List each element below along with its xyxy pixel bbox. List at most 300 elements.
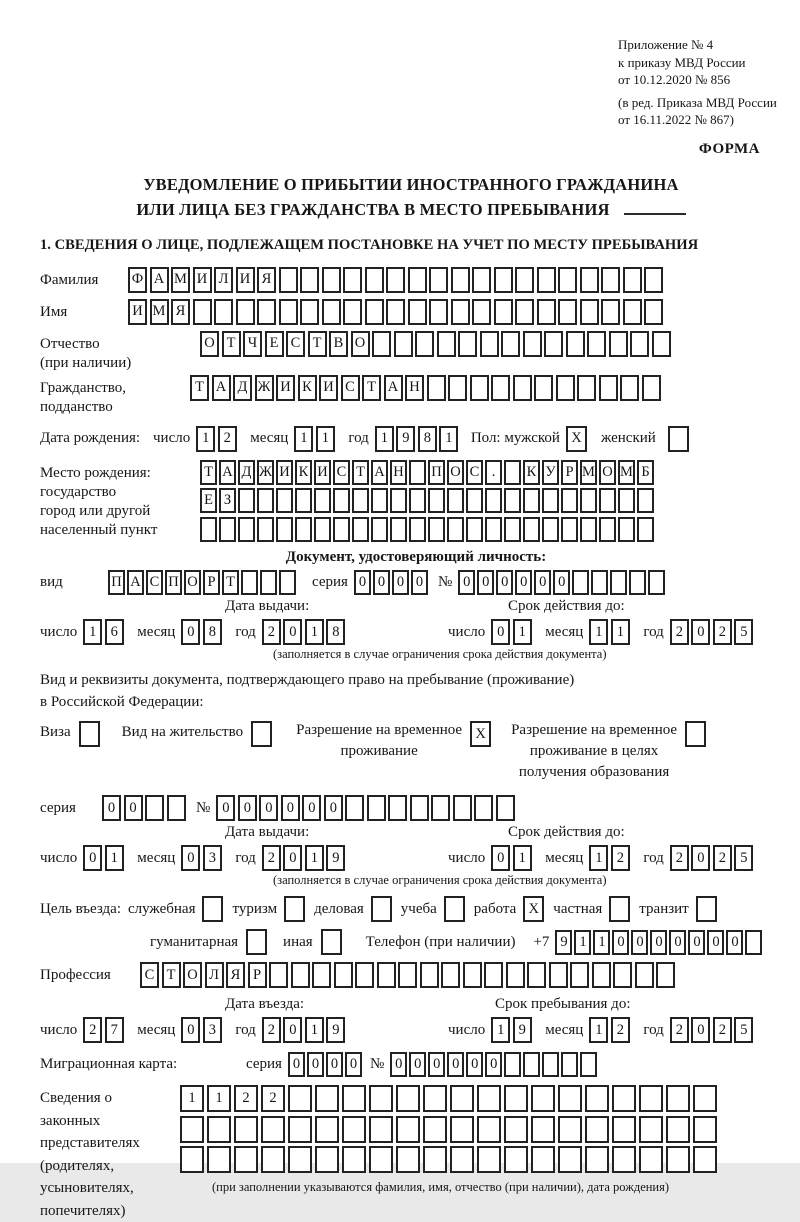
char-cell[interactable]: 8 xyxy=(326,619,345,645)
char-cell[interactable]: 2 xyxy=(262,1017,281,1043)
char-cell[interactable]: 0 xyxy=(691,619,710,645)
char-cell[interactable]: Р xyxy=(203,570,220,595)
char-cell[interactable]: 0 xyxy=(411,570,428,595)
char-cell[interactable] xyxy=(398,962,417,988)
sex-male-checkbox[interactable]: X xyxy=(566,426,587,452)
char-cell[interactable]: 0 xyxy=(553,570,570,595)
char-cell[interactable]: Т xyxy=(362,375,381,401)
residence-permit-checkbox[interactable] xyxy=(251,721,272,747)
char-cell[interactable]: 0 xyxy=(354,570,371,595)
char-cell[interactable]: 9 xyxy=(396,426,415,452)
char-cell[interactable] xyxy=(279,299,298,325)
char-cell[interactable]: 1 xyxy=(294,426,313,452)
char-cell[interactable]: А xyxy=(212,375,231,401)
char-cell[interactable] xyxy=(652,331,671,357)
char-cell[interactable]: Р xyxy=(248,962,267,988)
char-cell[interactable]: Л xyxy=(214,267,233,293)
char-cell[interactable] xyxy=(577,375,596,401)
char-cell[interactable]: П xyxy=(108,570,125,595)
char-cell[interactable] xyxy=(515,267,534,293)
char-cell[interactable]: В xyxy=(329,331,348,357)
char-cell[interactable]: О xyxy=(447,460,464,485)
char-cell[interactable] xyxy=(620,375,639,401)
char-cell[interactable]: 1 xyxy=(305,845,324,871)
char-cell[interactable] xyxy=(472,299,491,325)
char-cell[interactable] xyxy=(388,795,407,821)
char-cell[interactable] xyxy=(291,962,310,988)
char-cell[interactable] xyxy=(542,488,559,513)
char-cell[interactable]: 0 xyxy=(496,570,513,595)
char-cell[interactable]: 0 xyxy=(534,570,551,595)
char-cell[interactable]: 2 xyxy=(218,426,237,452)
char-cell[interactable] xyxy=(257,517,274,542)
char-cell[interactable] xyxy=(269,962,288,988)
char-cell[interactable] xyxy=(580,488,597,513)
char-cell[interactable]: 2 xyxy=(713,845,732,871)
char-cell[interactable] xyxy=(408,299,427,325)
char-cell[interactable]: М xyxy=(171,267,190,293)
char-cell[interactable]: 1 xyxy=(491,1017,510,1043)
char-cell[interactable] xyxy=(745,930,762,955)
char-cell[interactable] xyxy=(288,1146,312,1173)
char-cell[interactable] xyxy=(549,962,568,988)
char-cell[interactable] xyxy=(639,1085,663,1112)
char-cell[interactable] xyxy=(504,460,521,485)
char-cell[interactable] xyxy=(477,1085,501,1112)
char-cell[interactable] xyxy=(279,570,296,595)
char-cell[interactable]: Т xyxy=(190,375,209,401)
char-cell[interactable]: К xyxy=(295,460,312,485)
char-cell[interactable] xyxy=(666,1146,690,1173)
char-cell[interactable] xyxy=(276,517,293,542)
char-cell[interactable]: Т xyxy=(308,331,327,357)
char-cell[interactable] xyxy=(601,299,620,325)
char-cell[interactable]: 9 xyxy=(513,1017,532,1043)
char-cell[interactable] xyxy=(288,1085,312,1112)
char-cell[interactable]: 0 xyxy=(669,930,686,955)
char-cell[interactable]: 0 xyxy=(307,1052,324,1077)
char-cell[interactable] xyxy=(580,267,599,293)
char-cell[interactable] xyxy=(238,517,255,542)
char-cell[interactable] xyxy=(314,517,331,542)
char-cell[interactable] xyxy=(342,1085,366,1112)
char-cell[interactable] xyxy=(599,375,618,401)
char-cell[interactable]: 1 xyxy=(611,619,630,645)
char-cell[interactable]: О xyxy=(599,460,616,485)
char-cell[interactable] xyxy=(580,1052,597,1077)
char-cell[interactable] xyxy=(458,331,477,357)
visa-checkbox[interactable] xyxy=(79,721,100,747)
char-cell[interactable] xyxy=(523,331,542,357)
char-cell[interactable] xyxy=(542,1052,559,1077)
char-cell[interactable] xyxy=(386,299,405,325)
char-cell[interactable] xyxy=(566,331,585,357)
char-cell[interactable] xyxy=(453,795,472,821)
char-cell[interactable] xyxy=(447,488,464,513)
char-cell[interactable] xyxy=(463,962,482,988)
char-cell[interactable]: 0 xyxy=(631,930,648,955)
char-cell[interactable] xyxy=(180,1116,204,1143)
purpose-study-checkbox[interactable] xyxy=(444,896,465,922)
char-cell[interactable]: 2 xyxy=(83,1017,102,1043)
char-cell[interactable]: К xyxy=(298,375,317,401)
char-cell[interactable]: 1 xyxy=(574,930,591,955)
char-cell[interactable]: Т xyxy=(222,570,239,595)
char-cell[interactable] xyxy=(531,1146,555,1173)
char-cell[interactable]: А xyxy=(371,460,388,485)
char-cell[interactable]: И xyxy=(236,267,255,293)
purpose-work-checkbox[interactable]: X xyxy=(523,896,544,922)
char-cell[interactable]: 0 xyxy=(283,619,302,645)
char-cell[interactable] xyxy=(420,962,439,988)
char-cell[interactable]: 9 xyxy=(555,930,572,955)
char-cell[interactable]: 0 xyxy=(688,930,705,955)
char-cell[interactable] xyxy=(386,267,405,293)
char-cell[interactable] xyxy=(501,331,520,357)
char-cell[interactable] xyxy=(365,299,384,325)
char-cell[interactable]: 9 xyxy=(326,1017,345,1043)
char-cell[interactable] xyxy=(693,1085,717,1112)
char-cell[interactable] xyxy=(300,267,319,293)
char-cell[interactable] xyxy=(167,795,186,821)
char-cell[interactable] xyxy=(322,299,341,325)
char-cell[interactable] xyxy=(612,1146,636,1173)
char-cell[interactable] xyxy=(410,795,429,821)
char-cell[interactable]: 0 xyxy=(409,1052,426,1077)
sex-female-checkbox[interactable] xyxy=(668,426,689,452)
char-cell[interactable]: Т xyxy=(352,460,369,485)
char-cell[interactable]: А xyxy=(384,375,403,401)
char-cell[interactable]: И xyxy=(193,267,212,293)
char-cell[interactable]: 1 xyxy=(593,930,610,955)
char-cell[interactable]: 0 xyxy=(390,1052,407,1077)
char-cell[interactable] xyxy=(451,299,470,325)
char-cell[interactable] xyxy=(561,517,578,542)
char-cell[interactable] xyxy=(371,488,388,513)
char-cell[interactable] xyxy=(428,517,445,542)
char-cell[interactable] xyxy=(257,488,274,513)
char-cell[interactable]: Ф xyxy=(128,267,147,293)
char-cell[interactable] xyxy=(485,488,502,513)
char-cell[interactable]: . xyxy=(485,460,502,485)
char-cell[interactable]: 8 xyxy=(203,619,222,645)
char-cell[interactable]: 0 xyxy=(373,570,390,595)
char-cell[interactable] xyxy=(214,299,233,325)
char-cell[interactable]: 0 xyxy=(477,570,494,595)
char-cell[interactable]: М xyxy=(618,460,635,485)
char-cell[interactable] xyxy=(261,1116,285,1143)
char-cell[interactable]: 1 xyxy=(207,1085,231,1112)
char-cell[interactable]: С xyxy=(341,375,360,401)
char-cell[interactable] xyxy=(180,1146,204,1173)
char-cell[interactable]: С xyxy=(286,331,305,357)
purpose-other-checkbox[interactable] xyxy=(321,929,342,955)
char-cell[interactable] xyxy=(279,267,298,293)
char-cell[interactable]: Н xyxy=(390,460,407,485)
char-cell[interactable]: А xyxy=(127,570,144,595)
char-cell[interactable] xyxy=(599,488,616,513)
char-cell[interactable]: 2 xyxy=(670,845,689,871)
char-cell[interactable]: С xyxy=(140,962,159,988)
char-cell[interactable] xyxy=(470,375,489,401)
char-cell[interactable]: А xyxy=(150,267,169,293)
char-cell[interactable] xyxy=(409,460,426,485)
char-cell[interactable] xyxy=(343,299,362,325)
char-cell[interactable] xyxy=(515,299,534,325)
char-cell[interactable]: Е xyxy=(200,488,217,513)
char-cell[interactable]: 2 xyxy=(261,1085,285,1112)
char-cell[interactable] xyxy=(355,962,374,988)
char-cell[interactable]: 0 xyxy=(428,1052,445,1077)
purpose-tourism-checkbox[interactable] xyxy=(284,896,305,922)
char-cell[interactable]: Ч xyxy=(243,331,262,357)
char-cell[interactable] xyxy=(623,299,642,325)
char-cell[interactable]: Я xyxy=(226,962,245,988)
char-cell[interactable] xyxy=(448,375,467,401)
char-cell[interactable]: 1 xyxy=(375,426,394,452)
char-cell[interactable] xyxy=(542,517,559,542)
char-cell[interactable] xyxy=(523,517,540,542)
char-cell[interactable] xyxy=(342,1116,366,1143)
char-cell[interactable]: С xyxy=(333,460,350,485)
char-cell[interactable] xyxy=(322,267,341,293)
char-cell[interactable] xyxy=(390,488,407,513)
char-cell[interactable]: 0 xyxy=(485,1052,502,1077)
char-cell[interactable]: 0 xyxy=(324,795,343,821)
char-cell[interactable] xyxy=(207,1116,231,1143)
char-cell[interactable]: 0 xyxy=(83,845,102,871)
char-cell[interactable]: М xyxy=(150,299,169,325)
char-cell[interactable] xyxy=(343,267,362,293)
char-cell[interactable]: Д xyxy=(233,375,252,401)
char-cell[interactable]: 0 xyxy=(259,795,278,821)
char-cell[interactable] xyxy=(450,1116,474,1143)
char-cell[interactable]: 1 xyxy=(105,845,124,871)
char-cell[interactable] xyxy=(365,267,384,293)
char-cell[interactable]: 2 xyxy=(670,619,689,645)
char-cell[interactable]: 1 xyxy=(513,619,532,645)
char-cell[interactable]: 2 xyxy=(262,845,281,871)
char-cell[interactable]: 0 xyxy=(216,795,235,821)
char-cell[interactable]: 0 xyxy=(515,570,532,595)
char-cell[interactable] xyxy=(234,1146,258,1173)
char-cell[interactable] xyxy=(193,299,212,325)
char-cell[interactable] xyxy=(558,267,577,293)
char-cell[interactable] xyxy=(369,1116,393,1143)
char-cell[interactable] xyxy=(466,488,483,513)
purpose-transit-checkbox[interactable] xyxy=(696,896,717,922)
char-cell[interactable] xyxy=(288,1116,312,1143)
char-cell[interactable] xyxy=(394,331,413,357)
char-cell[interactable] xyxy=(219,517,236,542)
char-cell[interactable]: 0 xyxy=(691,1017,710,1043)
char-cell[interactable] xyxy=(506,962,525,988)
char-cell[interactable]: П xyxy=(165,570,182,595)
char-cell[interactable]: И xyxy=(128,299,147,325)
char-cell[interactable] xyxy=(610,570,627,595)
char-cell[interactable] xyxy=(570,962,589,988)
char-cell[interactable] xyxy=(494,267,513,293)
char-cell[interactable] xyxy=(639,1146,663,1173)
char-cell[interactable] xyxy=(145,795,164,821)
char-cell[interactable] xyxy=(612,1116,636,1143)
char-cell[interactable] xyxy=(236,299,255,325)
char-cell[interactable] xyxy=(523,488,540,513)
char-cell[interactable] xyxy=(372,331,391,357)
char-cell[interactable]: Л xyxy=(205,962,224,988)
char-cell[interactable]: У xyxy=(542,460,559,485)
char-cell[interactable] xyxy=(644,267,663,293)
char-cell[interactable]: Н xyxy=(405,375,424,401)
char-cell[interactable]: 0 xyxy=(345,1052,362,1077)
char-cell[interactable]: 0 xyxy=(181,845,200,871)
temp-residence-checkbox[interactable]: X xyxy=(470,721,491,747)
char-cell[interactable]: 0 xyxy=(491,845,510,871)
char-cell[interactable] xyxy=(234,1116,258,1143)
char-cell[interactable]: Ж xyxy=(257,460,274,485)
char-cell[interactable]: Т xyxy=(162,962,181,988)
char-cell[interactable] xyxy=(642,375,661,401)
char-cell[interactable]: 5 xyxy=(734,1017,753,1043)
char-cell[interactable] xyxy=(474,795,493,821)
char-cell[interactable] xyxy=(276,488,293,513)
char-cell[interactable]: 1 xyxy=(439,426,458,452)
purpose-official-checkbox[interactable] xyxy=(202,896,223,922)
char-cell[interactable] xyxy=(334,962,353,988)
char-cell[interactable] xyxy=(693,1146,717,1173)
char-cell[interactable]: 1 xyxy=(305,619,324,645)
char-cell[interactable] xyxy=(585,1146,609,1173)
char-cell[interactable]: Б xyxy=(637,460,654,485)
char-cell[interactable] xyxy=(504,1146,528,1173)
char-cell[interactable] xyxy=(630,331,649,357)
char-cell[interactable] xyxy=(367,795,386,821)
char-cell[interactable]: 0 xyxy=(491,619,510,645)
char-cell[interactable]: 1 xyxy=(589,845,608,871)
char-cell[interactable]: 1 xyxy=(316,426,335,452)
char-cell[interactable]: 0 xyxy=(181,1017,200,1043)
char-cell[interactable] xyxy=(561,488,578,513)
char-cell[interactable] xyxy=(496,795,515,821)
char-cell[interactable] xyxy=(315,1116,339,1143)
char-cell[interactable] xyxy=(312,962,331,988)
char-cell[interactable]: 0 xyxy=(392,570,409,595)
char-cell[interactable]: О xyxy=(200,331,219,357)
char-cell[interactable]: 2 xyxy=(611,1017,630,1043)
char-cell[interactable] xyxy=(580,299,599,325)
char-cell[interactable]: Е xyxy=(265,331,284,357)
char-cell[interactable]: 0 xyxy=(447,1052,464,1077)
char-cell[interactable] xyxy=(504,488,521,513)
char-cell[interactable] xyxy=(587,331,606,357)
char-cell[interactable] xyxy=(333,517,350,542)
char-cell[interactable]: 5 xyxy=(734,845,753,871)
char-cell[interactable] xyxy=(345,795,364,821)
char-cell[interactable] xyxy=(639,1116,663,1143)
char-cell[interactable] xyxy=(480,331,499,357)
char-cell[interactable] xyxy=(504,1116,528,1143)
char-cell[interactable] xyxy=(580,517,597,542)
char-cell[interactable] xyxy=(561,1052,578,1077)
char-cell[interactable]: 5 xyxy=(734,619,753,645)
char-cell[interactable] xyxy=(531,1085,555,1112)
char-cell[interactable]: 2 xyxy=(262,619,281,645)
char-cell[interactable] xyxy=(408,267,427,293)
char-cell[interactable] xyxy=(261,1146,285,1173)
char-cell[interactable]: 1 xyxy=(513,845,532,871)
char-cell[interactable]: О xyxy=(351,331,370,357)
char-cell[interactable]: 0 xyxy=(726,930,743,955)
char-cell[interactable] xyxy=(485,517,502,542)
char-cell[interactable]: 0 xyxy=(691,845,710,871)
char-cell[interactable] xyxy=(314,488,331,513)
char-cell[interactable] xyxy=(618,488,635,513)
char-cell[interactable] xyxy=(428,488,445,513)
char-cell[interactable] xyxy=(352,488,369,513)
char-cell[interactable] xyxy=(369,1146,393,1173)
char-cell[interactable] xyxy=(423,1116,447,1143)
char-cell[interactable] xyxy=(451,267,470,293)
char-cell[interactable] xyxy=(396,1146,420,1173)
char-cell[interactable] xyxy=(238,488,255,513)
char-cell[interactable] xyxy=(623,267,642,293)
char-cell[interactable] xyxy=(693,1116,717,1143)
char-cell[interactable] xyxy=(352,517,369,542)
char-cell[interactable] xyxy=(513,375,532,401)
char-cell[interactable]: 1 xyxy=(83,619,102,645)
char-cell[interactable] xyxy=(504,517,521,542)
char-cell[interactable]: 0 xyxy=(650,930,667,955)
char-cell[interactable]: И xyxy=(276,460,293,485)
char-cell[interactable] xyxy=(666,1116,690,1143)
char-cell[interactable] xyxy=(377,962,396,988)
char-cell[interactable] xyxy=(544,331,563,357)
char-cell[interactable] xyxy=(609,331,628,357)
char-cell[interactable]: О xyxy=(183,962,202,988)
char-cell[interactable] xyxy=(601,267,620,293)
purpose-private-checkbox[interactable] xyxy=(609,896,630,922)
char-cell[interactable] xyxy=(637,488,654,513)
char-cell[interactable] xyxy=(599,517,616,542)
char-cell[interactable]: П xyxy=(428,460,445,485)
char-cell[interactable] xyxy=(484,962,503,988)
char-cell[interactable] xyxy=(390,517,407,542)
char-cell[interactable]: 0 xyxy=(707,930,724,955)
char-cell[interactable]: 0 xyxy=(612,930,629,955)
char-cell[interactable]: 7 xyxy=(105,1017,124,1043)
char-cell[interactable] xyxy=(585,1085,609,1112)
char-cell[interactable] xyxy=(200,517,217,542)
char-cell[interactable] xyxy=(494,299,513,325)
char-cell[interactable] xyxy=(333,488,350,513)
char-cell[interactable] xyxy=(531,1116,555,1143)
char-cell[interactable]: 0 xyxy=(283,1017,302,1043)
char-cell[interactable]: 2 xyxy=(713,619,732,645)
char-cell[interactable] xyxy=(504,1052,521,1077)
char-cell[interactable]: 0 xyxy=(283,845,302,871)
char-cell[interactable] xyxy=(477,1116,501,1143)
char-cell[interactable]: 0 xyxy=(181,619,200,645)
char-cell[interactable]: 9 xyxy=(326,845,345,871)
char-cell[interactable] xyxy=(427,375,446,401)
temp-residence-education-checkbox[interactable] xyxy=(685,721,706,747)
char-cell[interactable] xyxy=(537,267,556,293)
char-cell[interactable] xyxy=(629,570,646,595)
char-cell[interactable] xyxy=(556,375,575,401)
purpose-humanitarian-checkbox[interactable] xyxy=(246,929,267,955)
char-cell[interactable] xyxy=(591,570,608,595)
char-cell[interactable] xyxy=(295,517,312,542)
